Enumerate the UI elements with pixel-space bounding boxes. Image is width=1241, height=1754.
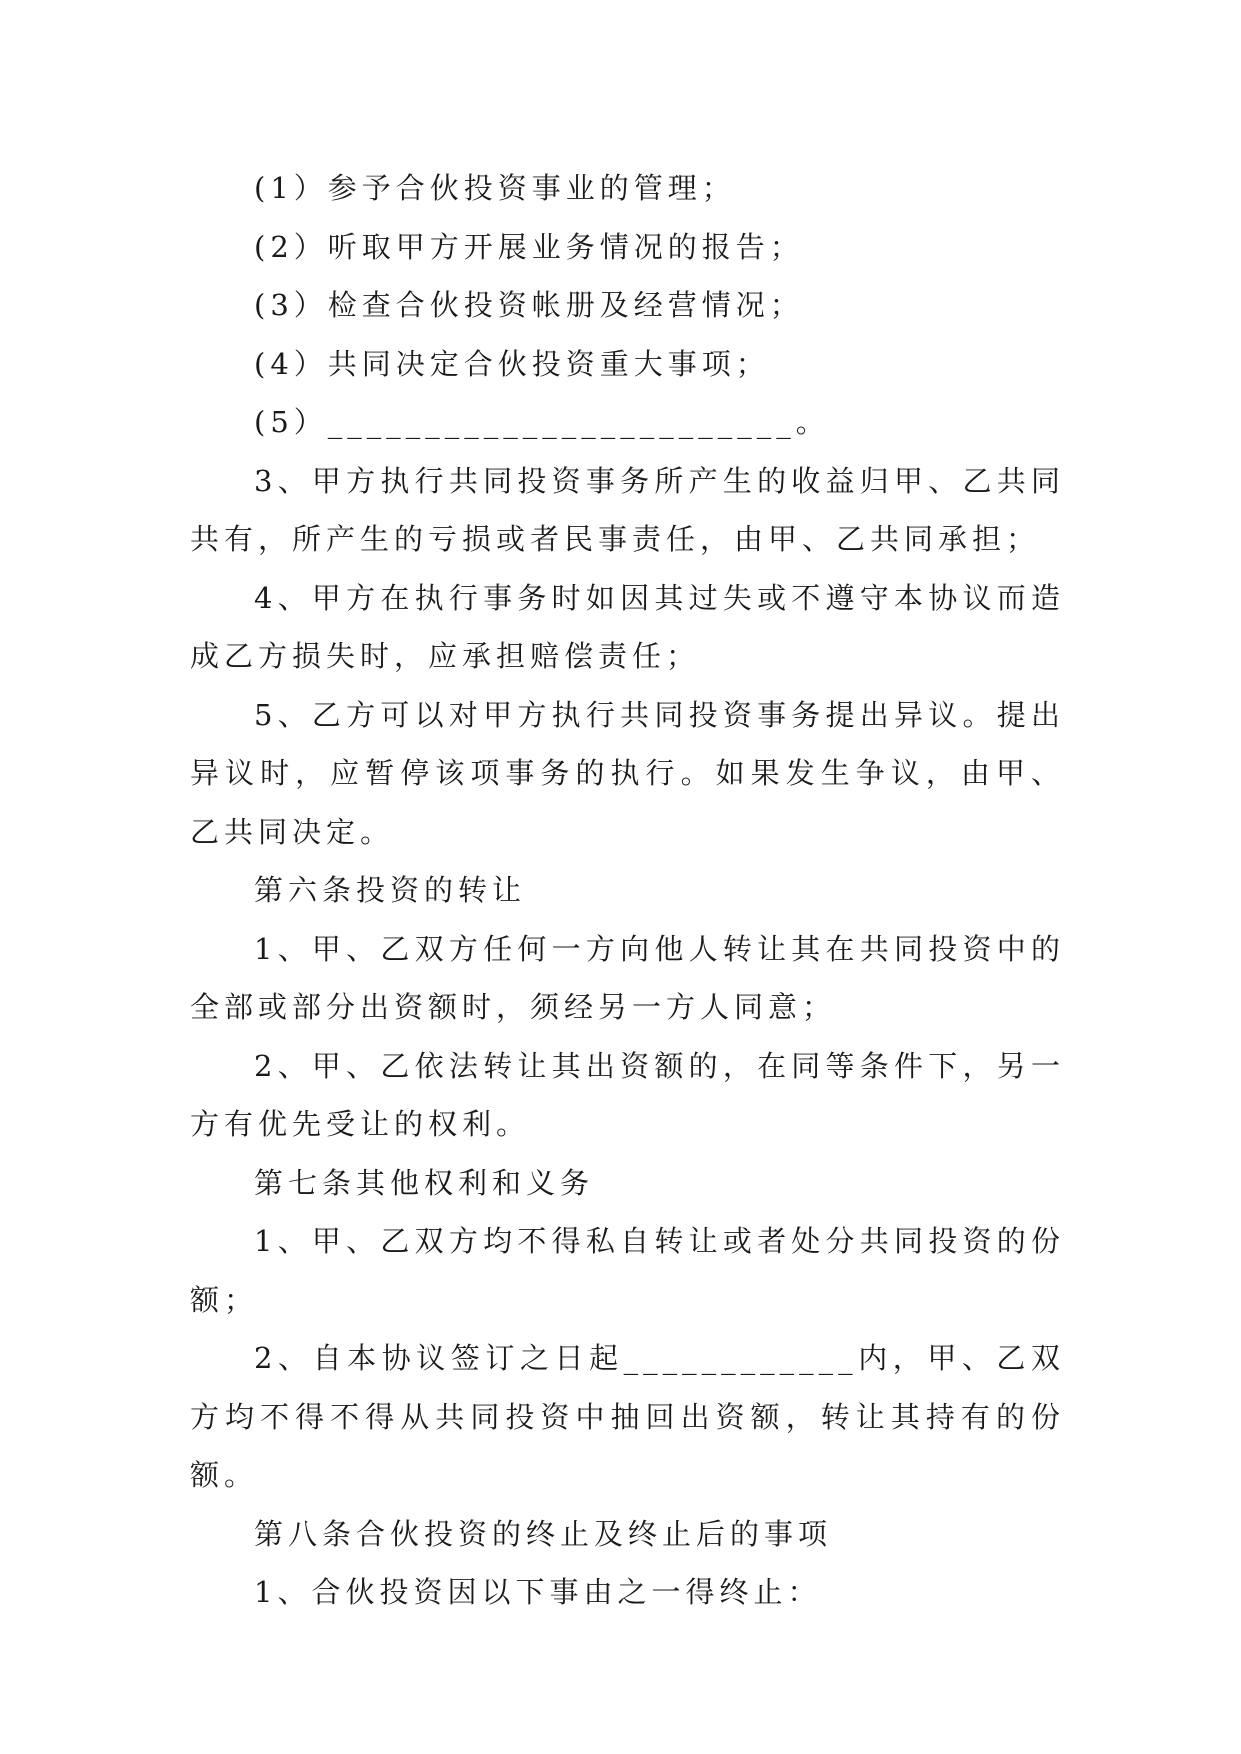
list-item-4: (4）共同决定合伙投资重大事项；	[254, 346, 770, 381]
list-item-3: (3）检查合伙投资帐册及经营情况；	[254, 288, 804, 322]
document-body	[190, 159, 1065, 1622]
article-6-clause-1: 1、甲、乙双方任何一方向他人转让其在共同投资中的全部或部分出资额时，须经另一方人同意；	[190, 931, 1065, 1024]
article-6-heading: 第六条投资的转让	[254, 873, 527, 907]
clause-3-income-loss: 3、甲方执行共同投资事务所产生的收益归甲、乙共同共有，所产生的亏损或者民事责任，由甲、乙共同承担；	[190, 463, 1065, 556]
article-8-heading: 第八条合伙投资的终止及终止后的事项	[254, 1516, 833, 1551]
list-item-2: (2）听取甲方开展业务情况的报告；	[254, 229, 804, 264]
list-item-1: (1）参予合伙投资事业的管理；	[254, 171, 736, 205]
article-6-clause-2: 2、甲、乙依法转让其出资额的，在同等条件下，另一方有优先受让的权利。	[190, 1048, 1065, 1141]
article-7-clause-1: 1、甲、乙双方均不得私自转让或者处分共同投资的份额；	[190, 1224, 1065, 1317]
article-7-clause-2: 2、自本协议签订之日起____________内，甲、乙双方均不得不得从共同投资中抽回出资额，转让其持有的份额。	[190, 1341, 1065, 1492]
clause-4-compensation: 4、甲方在执行事务时如因其过失或不遵守本协议而造成乙方损失时，应承担赔偿责任；	[190, 580, 1065, 673]
list-item-5-blank: (5）________________________。	[254, 405, 830, 439]
article-7-heading: 第七条其他权利和义务	[254, 1165, 595, 1200]
article-8-clause-1: 1、合伙投资因以下事由之一得终止：	[254, 1575, 822, 1609]
clause-5-objection: 5、乙方可以对甲方执行共同投资事务提出异议。提出异议时，应暂停该项事务的执行。如果发生争议，由甲、乙共同决定。	[190, 697, 1065, 849]
